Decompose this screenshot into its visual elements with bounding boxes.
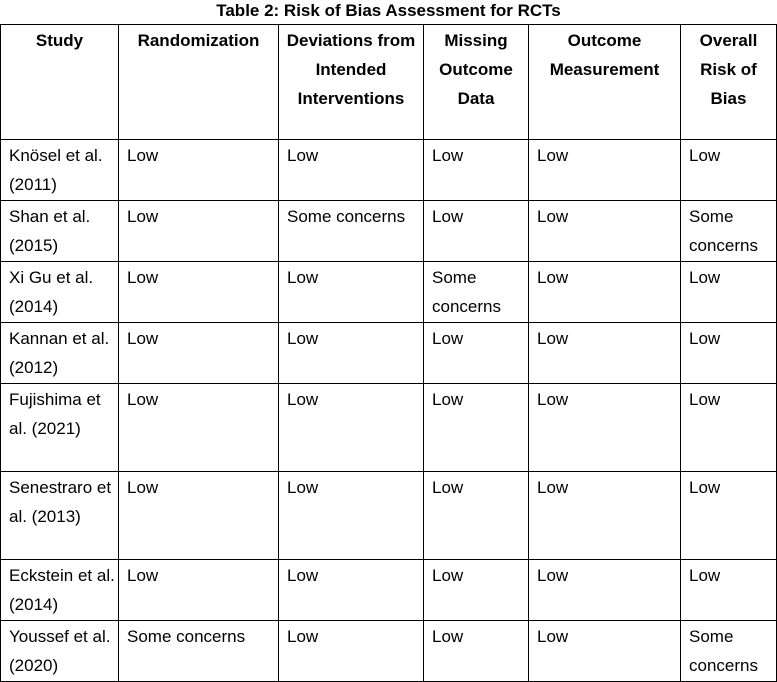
cell-missing-data: Low bbox=[424, 201, 529, 262]
cell-deviations: Low bbox=[279, 140, 424, 201]
cell-randomization: Low bbox=[119, 201, 279, 262]
cell-study: Fujishima et al. (2021) bbox=[1, 384, 119, 472]
cell-overall-risk: Some concerns bbox=[681, 201, 777, 262]
cell-deviations: Low bbox=[279, 560, 424, 621]
table-row bbox=[1, 560, 777, 621]
cell-deviations: Low bbox=[279, 323, 424, 384]
cell-overall-risk: Some concerns bbox=[681, 621, 777, 682]
cell-outcome-measurement: Low bbox=[529, 472, 681, 560]
cell-randomization: Low bbox=[119, 262, 279, 323]
cell-missing-data: Low bbox=[424, 384, 529, 472]
cell-study: Knösel et al. (2011) bbox=[1, 140, 119, 201]
cell-study: Youssef et al. (2020) bbox=[1, 621, 119, 682]
cell-deviations: Low bbox=[279, 384, 424, 472]
cell-missing-data: Low bbox=[424, 140, 529, 201]
cell-deviations: Low bbox=[279, 621, 424, 682]
cell-outcome-measurement: Low bbox=[529, 323, 681, 384]
table-row bbox=[1, 472, 777, 560]
header-outcome-measurement: Outcome Measurement bbox=[529, 25, 681, 140]
cell-outcome-measurement: Low bbox=[529, 384, 681, 472]
header-missing-data: Missing Outcome Data bbox=[424, 25, 529, 140]
cell-randomization: Low bbox=[119, 472, 279, 560]
table-row bbox=[1, 621, 777, 682]
cell-missing-data: Low bbox=[424, 472, 529, 560]
cell-study: Shan et al. (2015) bbox=[1, 201, 119, 262]
table-row bbox=[1, 140, 777, 201]
cell-missing-data: Low bbox=[424, 621, 529, 682]
cell-overall-risk: Low bbox=[681, 560, 777, 621]
risk-of-bias-table bbox=[0, 24, 777, 682]
header-study: Study bbox=[1, 25, 119, 140]
table-caption: Table 2: Risk of Bias Assessment for RCTs bbox=[216, 1, 561, 20]
cell-study: Senestraro et al. (2013) bbox=[1, 472, 119, 560]
cell-missing-data: Low bbox=[424, 560, 529, 621]
cell-outcome-measurement: Low bbox=[529, 140, 681, 201]
header-deviations: Deviations from Intended Interventions bbox=[279, 25, 424, 140]
cell-overall-risk: Low bbox=[681, 323, 777, 384]
cell-outcome-measurement: Low bbox=[529, 560, 681, 621]
cell-missing-data: Some concerns bbox=[424, 262, 529, 323]
cell-randomization: Low bbox=[119, 140, 279, 201]
table-row bbox=[1, 323, 777, 384]
cell-randomization: Low bbox=[119, 560, 279, 621]
cell-study: Kannan et al. (2012) bbox=[1, 323, 119, 384]
cell-overall-risk: Low bbox=[681, 384, 777, 472]
cell-outcome-measurement: Low bbox=[529, 621, 681, 682]
cell-overall-risk: Low bbox=[681, 262, 777, 323]
header-randomization: Randomization bbox=[119, 25, 279, 140]
cell-study: Xi Gu et al. (2014) bbox=[1, 262, 119, 323]
cell-deviations: Low bbox=[279, 262, 424, 323]
cell-study: Eckstein et al. (2014) bbox=[1, 560, 119, 621]
cell-missing-data: Low bbox=[424, 323, 529, 384]
cell-outcome-measurement: Low bbox=[529, 262, 681, 323]
table-row bbox=[1, 262, 777, 323]
cell-randomization: Low bbox=[119, 384, 279, 472]
cell-overall-risk: Low bbox=[681, 140, 777, 201]
header-overall-risk: Overall Risk of Bias bbox=[681, 25, 777, 140]
cell-outcome-measurement: Low bbox=[529, 201, 681, 262]
table-row bbox=[1, 384, 777, 472]
cell-randomization: Some concerns bbox=[119, 621, 279, 682]
cell-randomization: Low bbox=[119, 323, 279, 384]
table-row bbox=[1, 201, 777, 262]
table-header-row bbox=[1, 25, 777, 140]
cell-overall-risk: Low bbox=[681, 472, 777, 560]
cell-deviations: Some concerns bbox=[279, 201, 424, 262]
cell-deviations: Low bbox=[279, 472, 424, 560]
